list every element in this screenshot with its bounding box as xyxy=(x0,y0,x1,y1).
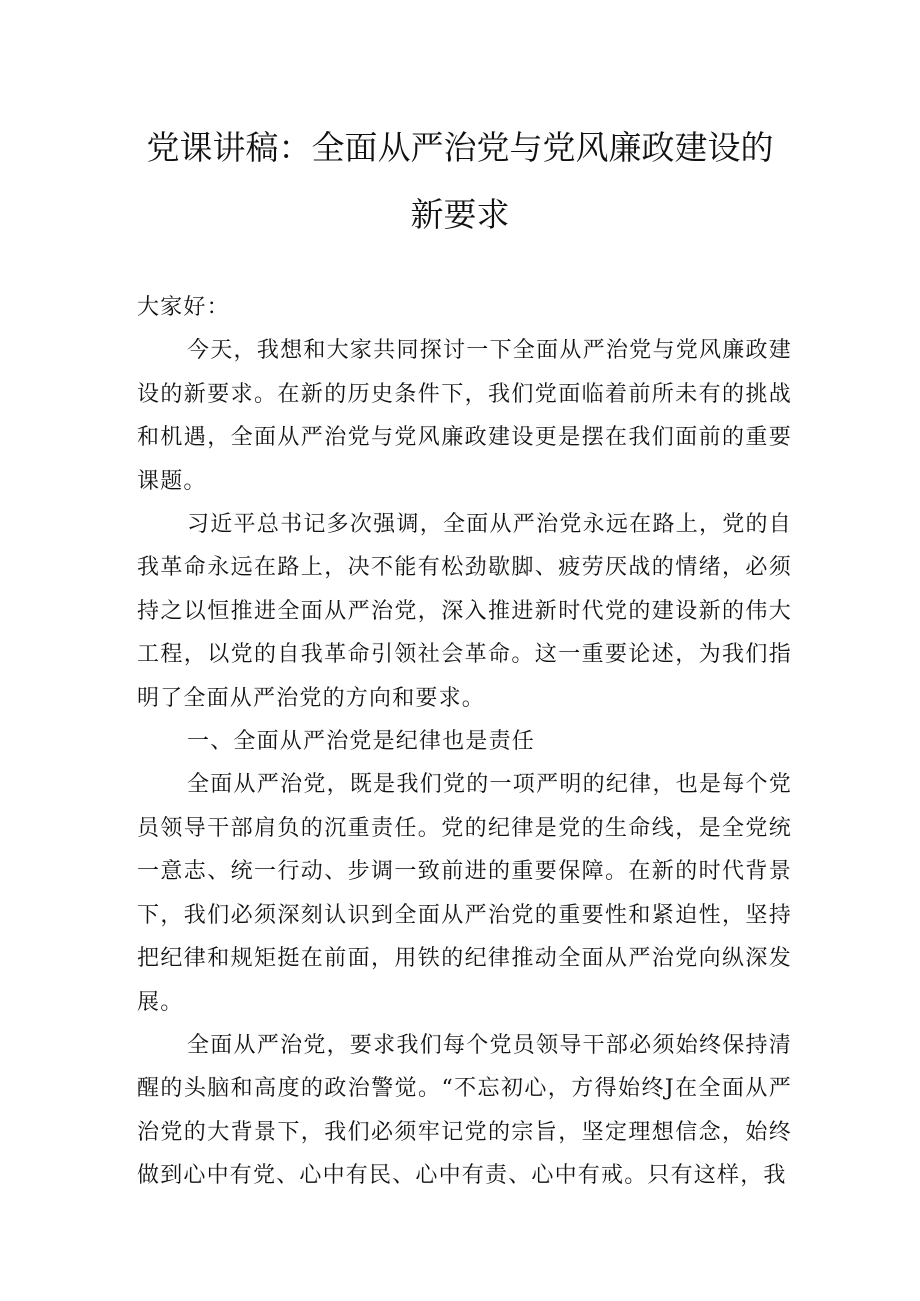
section-heading-1: 一、全面从严治党是纪律也是责任 xyxy=(187,729,536,755)
document-title-line-2: 新要求 xyxy=(410,195,510,234)
greeting: 大家好： xyxy=(137,295,230,320)
document-title-line-1: 党课讲稿：全面从严治党与党风廉政建设的 xyxy=(146,128,774,167)
document-body xyxy=(137,286,792,1198)
paragraph-xi-quote: 习近平总书记多次强调，全面从严治党永远在路上，党的自我革命永远在路上，决不能有松劲歇脚、疲劳厌战的情绪，必须持之以恒推进全面从严治党，深入推进新时代党的建设新的伟大工程，以党的自我革命引领社会革命。这一重要论述，为我们指明了全面从严治党的方向和要求。 xyxy=(137,512,792,711)
paragraph-intro: 今天，我想和大家共同探讨一下全面从严治党与党风廉政建设的新要求。在新的历史条件下，我们党面临着前所未有的挑战和机遇，全面从严治党与党风廉政建设更是摆在我们面前的重要课题。 xyxy=(137,338,792,494)
paragraph-responsibility: 全面从严治党，要求我们每个党员领导干部必须始终保持清醒的头脑和高度的政治警觉。“不忘初心，方得始终J在全面从严治党的大背景下，我们必须牢记党的宗旨，坚定理想信念，始终做到心中有党、心中有民、心中有责、心中有戒。只有这样，我 xyxy=(137,1032,792,1189)
paragraph-discipline: 全面从严治党，既是我们党的一项严明的纪律，也是每个党员领导干部肩负的沉重责任。党的纪律是党的生命线，是全党统一意志、统一行动、步调一致前进的重要保障。在新的时代背景下，我们必须深刻认识到全面从严治党的重要性和紧迫性，坚持把纪律和规矩挺在前面，用铁的纪律推动全面从严治党向纵深发展。 xyxy=(137,772,792,1015)
